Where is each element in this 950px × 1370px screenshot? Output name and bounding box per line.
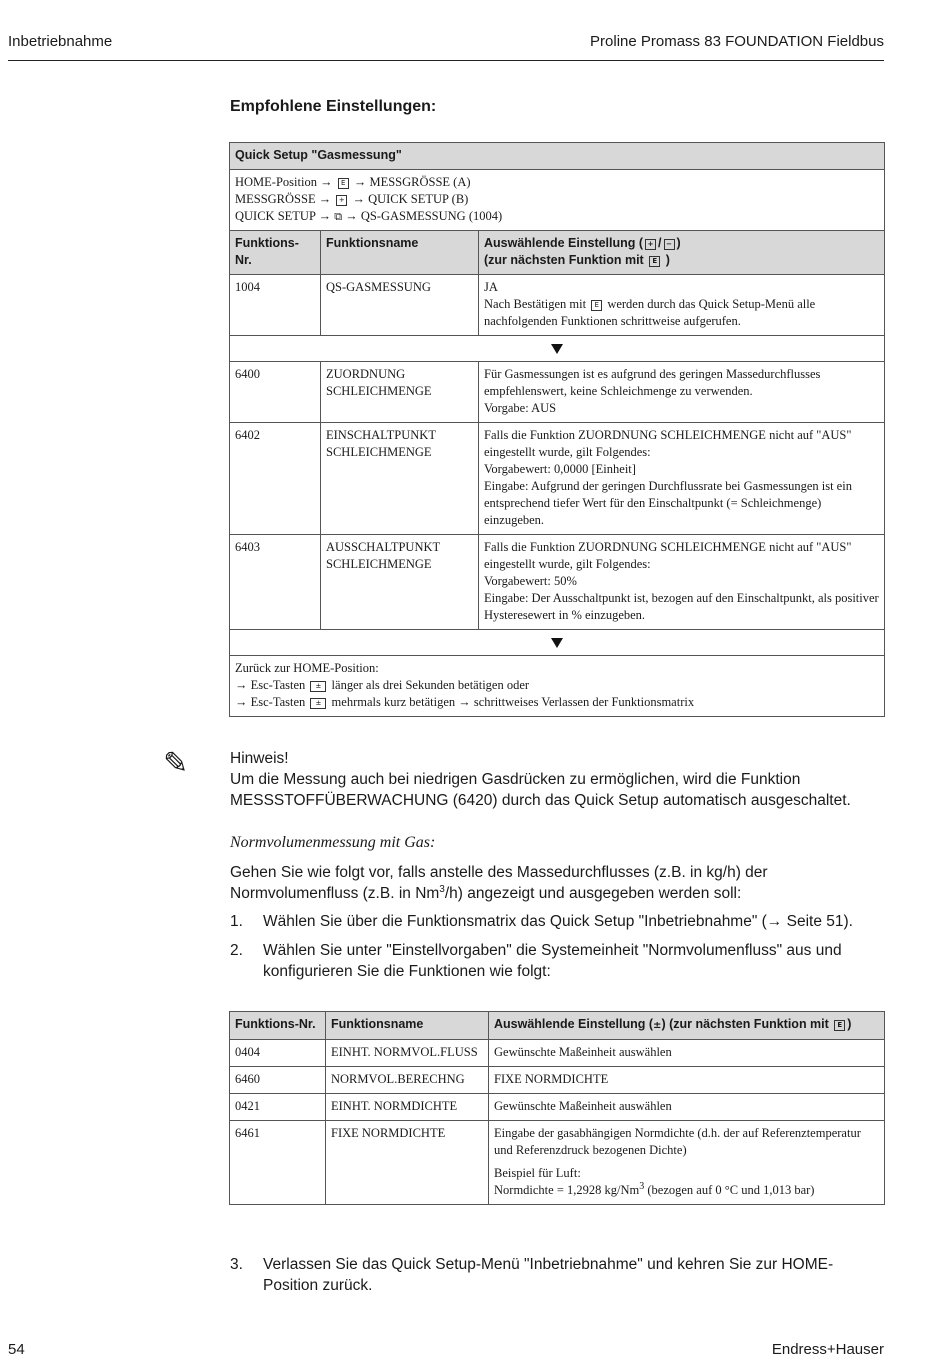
table-row: 6460 NORMVOL.BERECHNG FIXE NORMDICHTE bbox=[230, 1067, 885, 1094]
quick-setup-table bbox=[229, 142, 885, 717]
column-header-setting: Auswählende Einstellung (±) (zur nächsten Funktion mit E ) bbox=[489, 1012, 885, 1040]
column-header-name: Funktionsname bbox=[321, 231, 479, 275]
next-step-arrow-icon bbox=[230, 336, 885, 362]
note-block bbox=[230, 748, 885, 811]
next-step-arrow-icon bbox=[230, 630, 885, 656]
table-row: 1004 QS-GASMESSUNG JA Nach Bestätigen mit E werden durch das Quick Setup-Menü alle nachfolgenden Funktionen schrittweise aufgerufen. bbox=[230, 275, 885, 336]
table-row: 6403 AUSSCHALTPUNKT SCHLEICHMENGE Falls die Funktion ZUORDNUNG SCHLEICHMENGE nicht auf "AUS" eingestellt wurde, gilt Folgendes: Vorgabewert: 50% Eingabe: Der Ausschaltpunkt ist, bezogen auf den Einschaltpunkt, als positiver Hysteresewert in % einzugeben. bbox=[230, 535, 885, 630]
enter-key-icon: E bbox=[834, 1020, 845, 1031]
header-product: Proline Promass 83 FOUNDATION Fieldbus bbox=[590, 33, 884, 50]
column-header-setting: Auswählende Einstellung ( + / − ) (zur nächsten Funktion mit E ) bbox=[479, 231, 885, 275]
list-item: 2. Wählen Sie unter "Einstellvorgaben" die Systemeinheit "Normvolumenfluss" aus und konfigurieren Sie die Funktionen wie folgt: bbox=[230, 942, 842, 980]
quick-setup-icon: ⧉ bbox=[334, 210, 343, 223]
minus-key-icon: − bbox=[664, 239, 675, 250]
footer-brand: Endress+Hauser bbox=[771, 1341, 884, 1358]
table-row: 6461 FIXE NORMDICHTE Eingabe der gasabhängigen Normdichte (d.h. der auf Referenztemperatur und Referenzdruck bezogenen Dichte) Beispiel für Luft: Normdichte = 1,2928 kg/Nm$^3$ (bezogen auf 0 °C und 1,013 bar) bbox=[230, 1121, 885, 1205]
table-row: 6402 EINSCHALTPUNKT SCHLEICHMENGE Falls die Funktion ZUORDNUNG SCHLEICHMENGE nicht auf "AUS" eingestellt wurde, gilt Folgendes: Vorgabewert: 0,0000 [Einheit] Eingabe: Aufgrund der geringen Durchflussrate bei Gasmessungen ist ein entsprechend tiefer Wert für den Einschaltpunkt (= Schleichmenge) einzugeben. bbox=[230, 423, 885, 535]
navigation-path: HOME-Position → E → MESSGRÖSSE (A) MESSGRÖSSE → + → QUICK SETUP (B) QUICK SETUP → ⧉ → QS-GASMESSUNG (1004) bbox=[230, 170, 885, 231]
quick-setup-title: Quick Setup "Gasmessung" bbox=[230, 143, 885, 170]
header-chapter: Inbetriebnahme bbox=[8, 33, 113, 50]
norm-volume-table bbox=[229, 1011, 885, 1205]
enter-key-icon: E bbox=[338, 178, 349, 189]
back-to-home-instructions: Zurück zur HOME-Position: → Esc-Tasten ± länger als drei Sekunden betätigen oder → Esc-Tasten ± mehrmals kurz betätigen → schrittweises Verlassen der Funktionsmatrix bbox=[230, 656, 885, 717]
note-text: Um die Messung auch bei niedrigen Gasdrücken zu ermöglichen, wird die Funktion MESSSTOFFÜBERWACHUNG (6420) durch das Quick Setup automatisch ausgeschaltet. bbox=[230, 771, 851, 809]
list-item: 1. Wählen Sie über die Funktionsmatrix das Quick Setup "Inbetriebnahme" (→ Seite 51). bbox=[230, 913, 853, 930]
enter-key-icon: E bbox=[649, 256, 660, 267]
section-title: Empfohlene Einstellungen: bbox=[230, 98, 437, 115]
table-row: 0421 EINHT. NORMDICHTE Gewünschte Maßeinheit auswählen bbox=[230, 1094, 885, 1121]
column-header-nr: Funktions-Nr. bbox=[230, 231, 321, 275]
plus-key-icon: + bbox=[336, 195, 347, 206]
table-row: 6400 ZUORDNUNG SCHLEICHMENGE Für Gasmessungen ist es aufgrund des geringen Massedurchflusses empfehlenswert, keine Schleichmenge zu verwenden. Vorgabe: AUS bbox=[230, 362, 885, 423]
table-row: 0404 EINHT. NORMVOL.FLUSS Gewünschte Maßeinheit auswählen bbox=[230, 1040, 885, 1067]
esc-keys-icon: ± bbox=[310, 698, 326, 709]
plus-key-icon: + bbox=[645, 239, 656, 250]
note-title: Hinweis! bbox=[230, 750, 289, 767]
column-header-name: Funktionsname bbox=[326, 1012, 489, 1040]
page-number: 54 bbox=[8, 1341, 25, 1358]
enter-key-icon: E bbox=[591, 300, 602, 311]
esc-keys-icon: ± bbox=[310, 681, 326, 692]
list-item: 3. Verlassen Sie das Quick Setup-Menü "Inbetriebnahme" und kehren Sie zur HOME-Position zurück. bbox=[230, 1256, 834, 1294]
column-header-nr: Funktions-Nr. bbox=[230, 1012, 326, 1040]
intro-paragraph: Gehen Sie wie folgt vor, falls anstelle des Massedurchflusses (z.B. in kg/h) der Normvolumenfluss (z.B. in Nm$^3$/h) angezeigt und ausgegeben werden soll: bbox=[230, 864, 768, 902]
subheading: Normvolumenmessung mit Gas: bbox=[230, 834, 436, 851]
pencil-note-icon: ✎ bbox=[163, 747, 189, 780]
plus-minus-keys-icon: ± bbox=[653, 1020, 662, 1031]
header-divider bbox=[8, 60, 884, 61]
